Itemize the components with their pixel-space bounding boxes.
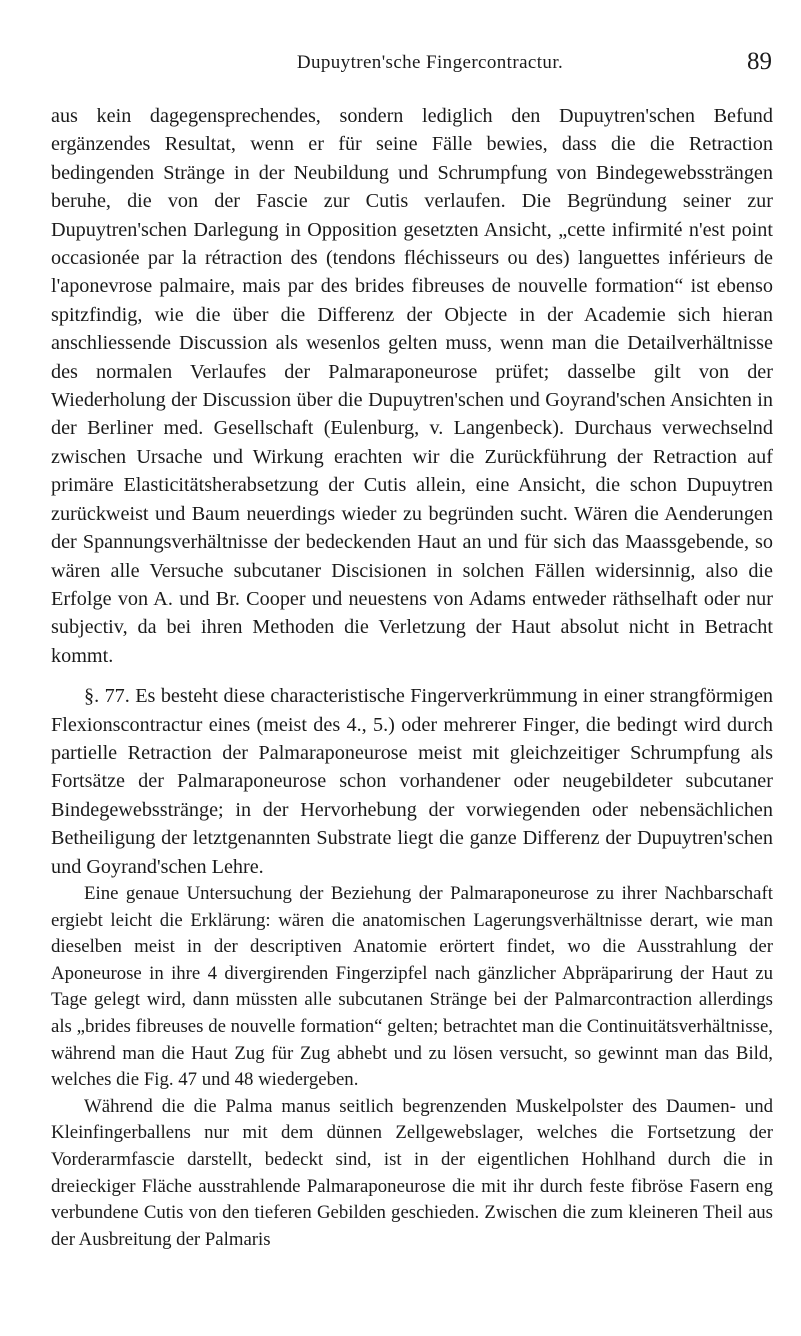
page-header [88, 48, 772, 82]
paragraph-section-77: §. 77. Es besteht diese characteristische Fingerverkrümmung in einer strangförmigen Flexionscontractur eines (meist des 4., 5.) oder mehrerer Finger, die bedingt wird durch partielle Retraction der Palmaraponeurose meist mit gleichzeitiger Schrumpfung als Fortsätze der Palmaraponeurose schon vorhandener oder neugebildeter subcutaner Bindegewebsstränge; in der Hervorhebung der vorwiegenden oder nebensächlichen Betheiligung der letztgenannten Substrate liegt die ganze Differenz der Dupuytren'schen und Goyrand'schen Lehre. [51, 685, 773, 878]
page-number: 89 [747, 48, 772, 75]
paragraph: Eine genaue Untersuchung der Beziehung der Palmaraponeurose zu ihrer Nachbarschaft ergiebt leicht die Erklärung: wären die anatomischen Lagerungsverhältnisse derart, wie man dieselben meist in der descriptiven Anatomie erörtert findet, wo die Ausstrahlung der Aponeurose in ihre 4 divergirenden Fingerzipfel nach gänzlicher Abpräparirung der Haut zu Tage gelegt wird, dann müssten alle subcutanen Stränge bei der Palmarcontraction allerdings als „brides fibreuses de nouvelle formation“ gelten; betrachtet man die Continuitätsverhältnisse, während man die Haut Zug für Zug abhebt und zu lösen versucht, so gewinnt man das Bild, welches die Fig. 47 und 48 wiedergeben. [51, 882, 773, 1091]
running-title: Dupuytren'sche Fingercontractur. [296, 52, 564, 73]
paragraph: aus kein dagegensprechendes, sondern lediglich den Dupuytren'schen Befund ergänzendes Resultat, wenn er für seine Fälle bewies, dass die die Retraction bedingenden Stränge in der Neubildung und Schrumpfung von Bindegewebssträngen beruhe, die von der Fascie zur Cutis verlaufen. Die Begründung seiner zur Dupuytren'schen Darlegung in Opposition gesetzten Ansicht, „cette infirmité n'est point occasionée par la rétraction des (tendons fléchisseurs ou des) languettes inférieurs de l'aponevrose palmaire, mais par des brides fibreuses de nouvelle formation“ ist ebenso spitzfindig, wie die über die Differenz der Objecte in der Academie sich hieran anschliessende Discussion als wesenlos gelten muss, wenn man die Detailverhältnisse des normalen Verlaufes der Palmaraponeurose prüfet; dasselbe gilt von der Wiederholung der Discussion über die Dupuytren'schen und Goyrand'schen Ansichten in der Berliner med. Gesellschaft (Eulenburg, v. Langenbeck). Durchaus verwechselnd zwischen Ursache und Wirkung erachten wir die Zurückführung der Retraction auf primäre Elasticitätsherabsetzung der Cutis allein, eine Ansicht, die schon Dupuytren zurückweist und Baum neuerdings wieder zu begründen sucht. Wären die Aenderungen der Spannungsverhältnisse der bedeckenden Haut an und für sich das Maassgebende, so wären alle Versuche subcutaner Discisionen in solchen Fällen widersinnig, also die Erfolge von A. und Br. Cooper und neuestens von Adams entweder räthselhaft oder nur subjectiv, da bei ihren Methoden die Verletzung der Haut absolut nicht in Betracht kommt. [51, 105, 773, 667]
body-text [51, 102, 773, 1253]
paragraph: Während die die Palma manus seitlich begrenzenden Muskelpolster des Daumen- und Kleinfingerballens nur mit dem dünnen Zellgewebslager, welches die Fortsetzung der Vorderarmfascie darstellt, bedeckt sind, ist in der eigentlichen Hohlhand durch die in dreieckiger Fläche ausstrahlende Palmaraponeurose die mit ihr durch feste fibröse Fasern eng verbundene Cutis von den tieferen Gebilden geschieden. Zwischen die zum kleineren Theil aus der Ausbreitung der Palmaris [51, 1095, 773, 1250]
